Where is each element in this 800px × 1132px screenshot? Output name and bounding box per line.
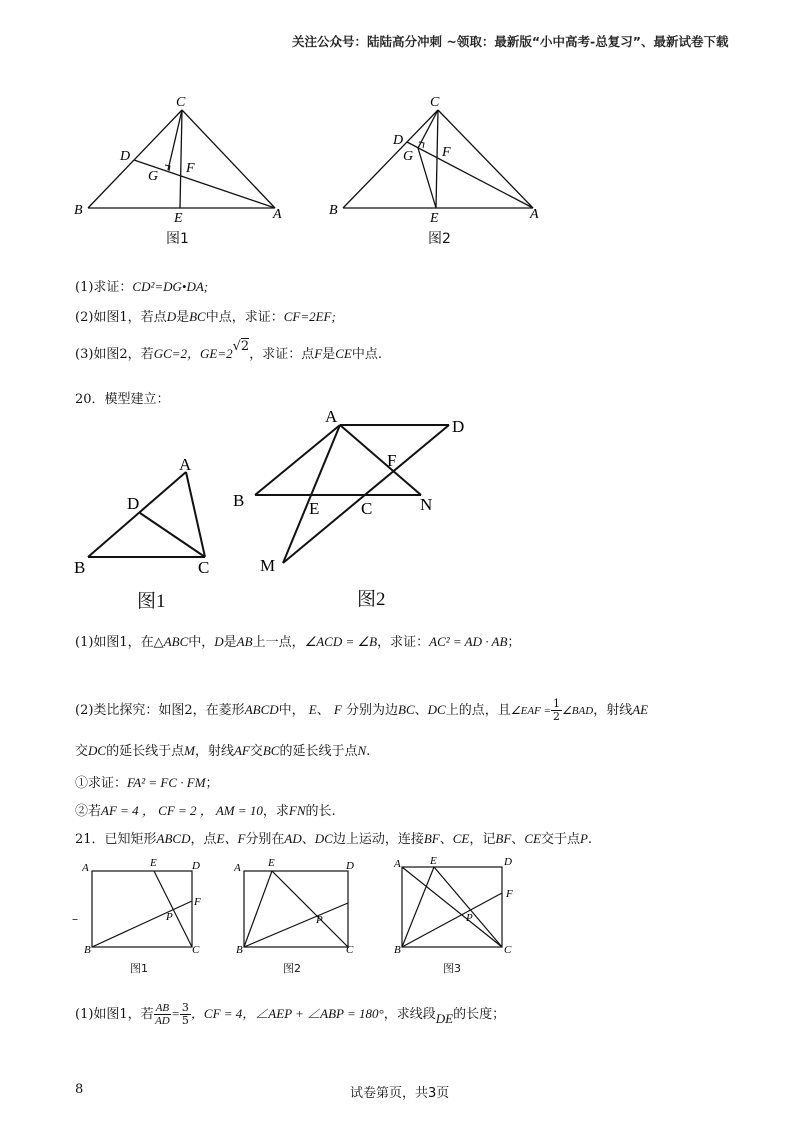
fig1-label-A: A	[273, 207, 282, 222]
fig20a-label-B: B	[74, 558, 86, 577]
q19-fig1-caption: 图1	[166, 231, 189, 247]
fig21a-rect	[92, 871, 192, 947]
fig1-label-F: F	[186, 161, 195, 176]
fig2-label-E: E	[430, 211, 439, 226]
fig1-seg-CG	[168, 110, 182, 170]
fig21c-label-F: F	[506, 888, 513, 900]
fig21a-label-E: E	[150, 857, 157, 869]
q19-fig2-caption: 图2	[428, 231, 451, 247]
fig20b-label-A: A	[325, 407, 338, 426]
q20-sub2: ②若AF = 4 ， CF = 2 ， AM = 10，求FN的长.	[75, 803, 336, 819]
fig20a-label-C: C	[198, 558, 210, 577]
fig2-seg-BC	[343, 110, 438, 208]
q19-part2: (2)如图1，若点D是BC中点，求证：CF=2EF;	[75, 309, 336, 325]
fig21b-label-D: D	[346, 860, 354, 872]
fig20b-seg-AN	[340, 425, 421, 495]
fig20a-seg-DC	[140, 513, 205, 557]
fig21b-seg-EC	[272, 871, 348, 947]
fig20a-label-A: A	[179, 455, 192, 474]
fig21c-label-B: B	[394, 944, 401, 956]
fig2-label-A: A	[530, 207, 539, 222]
q21-figure-1	[80, 855, 220, 955]
q21-figure-2	[232, 855, 372, 955]
fig20b-label-E: E	[309, 499, 320, 518]
q19-figure-1	[70, 90, 300, 225]
fig2-label-D: D	[393, 133, 404, 148]
fig21b-label-B: B	[236, 944, 243, 956]
q20-sub1: ①求证：FA² = FC · FM；	[75, 775, 219, 791]
fig20b-seg-BA	[255, 425, 340, 495]
fraction-ab-ad: $\frac{AB}{AD}$	[155, 1002, 170, 1027]
fig21c-seg-BF	[402, 893, 502, 947]
fig20b-label-F: F	[387, 451, 397, 470]
fraction-half: $\frac{1}{2}$	[552, 697, 560, 723]
fig1-label-D: D	[120, 149, 131, 164]
q20-part1: (1)如图1，在△ABC中，D是AB上一点，∠ACD = ∠B，求证：AC² = AD · AB；	[75, 634, 521, 650]
fig20b-label-C: C	[361, 499, 373, 518]
fig1-seg-DA	[134, 160, 275, 208]
q20-fig1-caption: 图1	[137, 591, 166, 612]
q21-fig2-caption: 图2	[283, 962, 301, 975]
fig21c-label-D: D	[504, 856, 512, 868]
fig21c-label-A: A	[394, 858, 401, 870]
fig1-seg-CE	[180, 110, 182, 208]
fig20b-label-B: B	[233, 491, 245, 510]
fig2-seg-CA	[438, 110, 533, 208]
fig2-label-G: G	[403, 149, 414, 164]
fig20a-seg-BA	[88, 472, 186, 557]
fig21a-seg-EC	[154, 871, 192, 947]
fraction-3-5: $\frac{3}{5}$	[181, 1001, 189, 1027]
q20-figure-2	[225, 405, 485, 580]
fig2-label-C: C	[430, 95, 440, 110]
q21-stem: 21．已知矩形ABCD，点E、F分别在AD、DC边上运动，连接BF、CE，记BF、CE交于点P.	[75, 831, 593, 847]
fig21a-label-A: A	[82, 862, 89, 874]
fig21c-seg-BE	[402, 867, 434, 947]
fig20a-seg-AC	[186, 472, 205, 557]
fig20b-label-N: N	[420, 495, 433, 514]
fig1-right-angle	[165, 165, 170, 171]
q20-part2-line1: (2)类比探究：如图2，在菱形ABCD中， E、 F 分别为边BC、DC上的点，且∠EAF = $\frac{1}{2}$ ∠BAD，射线AE	[75, 697, 649, 723]
fig21c-seg-EC	[434, 867, 502, 947]
fig1-label-C: C	[176, 95, 186, 110]
fig21a-label-B: B	[84, 944, 91, 956]
header-note: 关注公众号：陆陆高分冲刺 ~领取：最新版“小中高考-总复习”、最新试卷下载	[292, 34, 729, 49]
fig1-seg-BC	[88, 110, 182, 208]
fig21b-label-E: E	[268, 857, 275, 869]
q20-part2-line2: 交DC的延长线于点M，射线AF交BC的延长线于点N.	[75, 743, 371, 759]
margin-mark: –	[72, 912, 78, 926]
page-info: 试卷第页，共3页	[350, 1086, 450, 1101]
fig21a-label-F: F	[194, 896, 201, 908]
fig21b-label-P: P	[316, 914, 323, 926]
fig20b-label-M: M	[260, 556, 276, 575]
q19-part3: (3)如图2，若GC=2，GE=2√2，求证：点F是CE中点.	[75, 339, 382, 362]
fig21a-label-D: D	[192, 860, 200, 872]
fig2-seg-CE	[436, 110, 438, 208]
fig21a-label-C: C	[192, 944, 200, 956]
q21-figure-3	[390, 855, 530, 955]
q20-figure-1	[70, 455, 230, 580]
q19-figure-2	[325, 90, 555, 225]
fig21b-seg-BF	[244, 903, 348, 947]
q20-title: 20．模型建立：	[75, 392, 170, 407]
fig21c-seg-AC	[402, 867, 502, 947]
fig21c-label-E: E	[430, 855, 437, 867]
fig21c-label-P: P	[466, 912, 473, 924]
q19-part1: (1)求证：CD²=DG•DA;	[75, 279, 209, 295]
fig20a-label-D: D	[127, 494, 140, 513]
fig1-label-G: G	[148, 169, 159, 184]
page-number: 8	[75, 1082, 84, 1097]
fig21a-label-P: P	[166, 911, 173, 923]
fig2-label-F: F	[442, 145, 451, 160]
fig21a-seg-BF	[92, 901, 192, 947]
fig21b-seg-BE	[244, 871, 272, 947]
q21-fig1-caption: 图1	[130, 962, 148, 975]
q21-part1: (1)如图1，若 $\frac{AB}{AD}$ = $\frac{3}{5}$ ，CF = 4，∠AEP + ∠ABP = 180°，求线段DE的长度；	[75, 1001, 506, 1027]
fig1-label-E: E	[174, 211, 183, 226]
fig2-seg-G-E	[418, 148, 436, 208]
fig1-label-B: B	[74, 203, 83, 218]
fig21b-label-C: C	[346, 944, 354, 956]
fig21b-label-A: A	[234, 862, 241, 874]
q21-fig3-caption: 图3	[443, 962, 461, 975]
fig20b-label-D: D	[452, 417, 465, 436]
fig2-label-B: B	[329, 203, 338, 218]
fig1-seg-CA	[182, 110, 275, 208]
q20-fig2-caption: 图2	[357, 589, 386, 610]
fig21c-label-C: C	[504, 944, 512, 956]
sqrt-sign: √2	[232, 339, 250, 354]
